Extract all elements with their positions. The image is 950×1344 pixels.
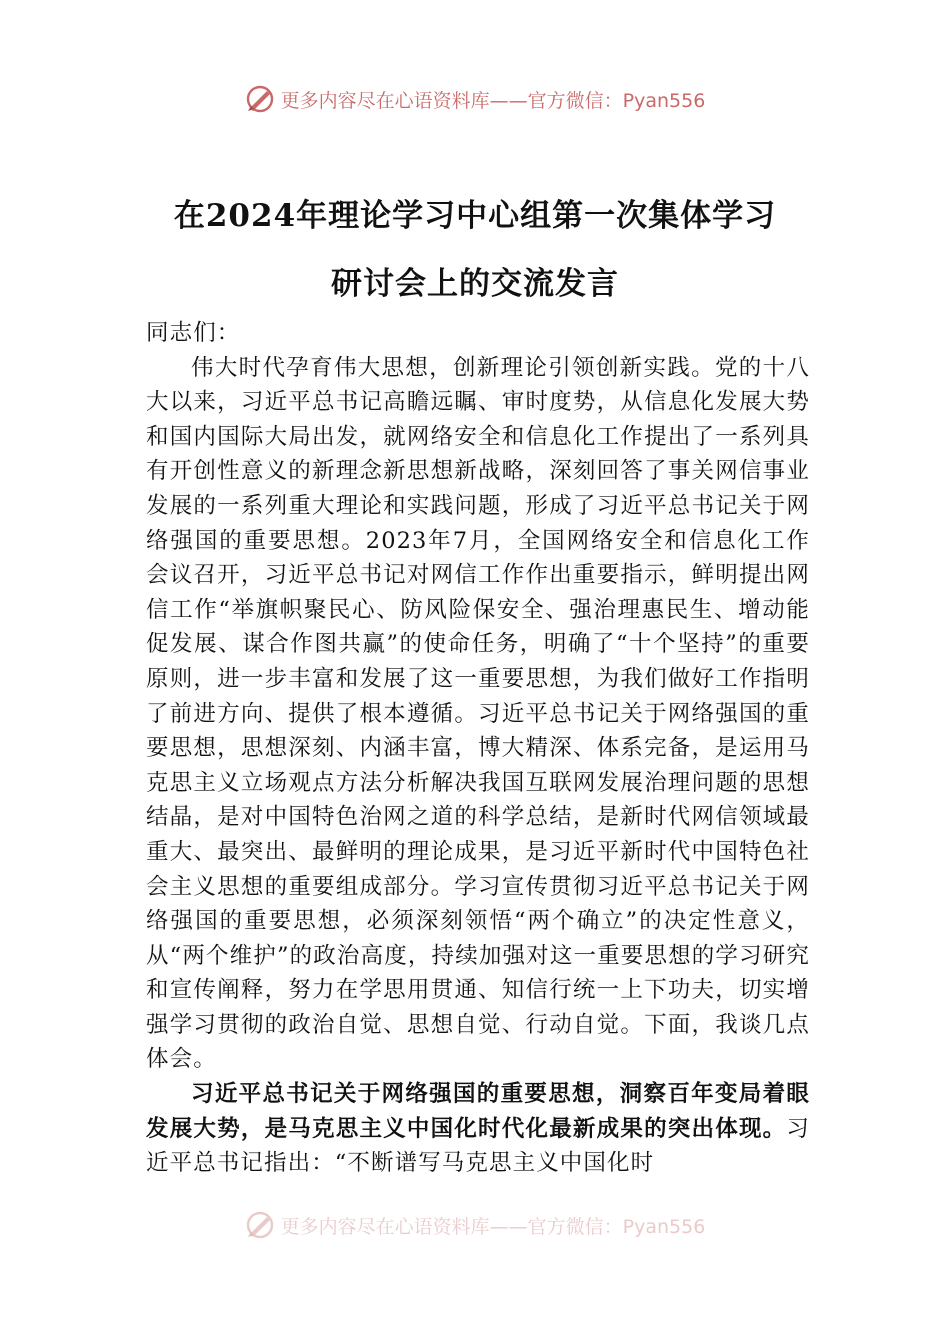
paragraph-1: 伟大时代孕育伟大思想，创新理论引领创新实践。党的十八大以来，习近平总书记高瞻远瞩、审时度势，从信息化发展大势和国内国际大局出发，就网络安全和信息化工作提出了一系列具有开创性意义的新理念新思想新战略，深刻回答了事关网信事业发展的一系列重大理论和实践问题，形成了习近平总书记关于网络强国的重要思想。2023年7月，全国网络安全和信息化工作会议召开，习近平总书记对网信工作作出重要指示，鲜明提出网信工作“举旗帜聚民心、防风险保安全、强治理惠民生、增动能促发展、谋合作图共赢”的使命任务，明确了“十个坚持”的重要原则，进一步丰富和发展了这一重要思想，为我们做好工作指明了前进方向、提供了根本遵循。习近平总书记关于网络强国的重要思想，思想深刻、内涵丰富，博大精深、体系完备，是运用马克思主义立场观点方法分析解决我国互联网发展治理问题的思想结晶，是对中国特色治网之道的科学总结，是新时代网信领域最重大、最突出、最鲜明的理论成果，是习近平新时代中国特色社会主义思想的重要组成部分。学习宣传贯彻习近平总书记关于网络强国的重要思想，必须深刻领悟“两个确立”的决定性意义，从“两个维护”的政治高度，持续加强对这一重要思想的学习研究和宣传阐释，努力在学思用贯通、知信行统一上下功夫，切实增强学习贯彻的政治自觉、思想自觉、行动自觉。下面，我谈几点体会。: [146, 354, 810, 1073]
footer-watermark: [0, 1210, 950, 1240]
paragraph-2-text: 习近平总书记指出：“不断谱写马克思主义中国化时: [146, 1115, 810, 1177]
document-body: [146, 316, 810, 1181]
paragraph-2-heading: 习近平总书记关于网络强国的重要思想，洞察百年变局着眼发展大势，是马克思主义中国化时代化最新成果的突出体现。: [146, 1081, 810, 1142]
footer-watermark-text: 更多内容尽在心语资料库——官方微信：Pyan556: [280, 1215, 706, 1238]
pen-logo-icon: [245, 1210, 275, 1240]
document-title-line2: 研讨会上的交流发言: [331, 266, 619, 302]
paragraph-2: [146, 1077, 810, 1181]
header-watermark: [0, 84, 950, 114]
salutation: 同志们：: [146, 320, 241, 346]
header-watermark-text: 更多内容尽在心语资料库——官方微信：Pyan556: [280, 89, 706, 112]
pen-logo-icon: [245, 84, 275, 114]
document-title-line1: 在2024年理论学习中心组第一次集体学习: [173, 198, 777, 234]
